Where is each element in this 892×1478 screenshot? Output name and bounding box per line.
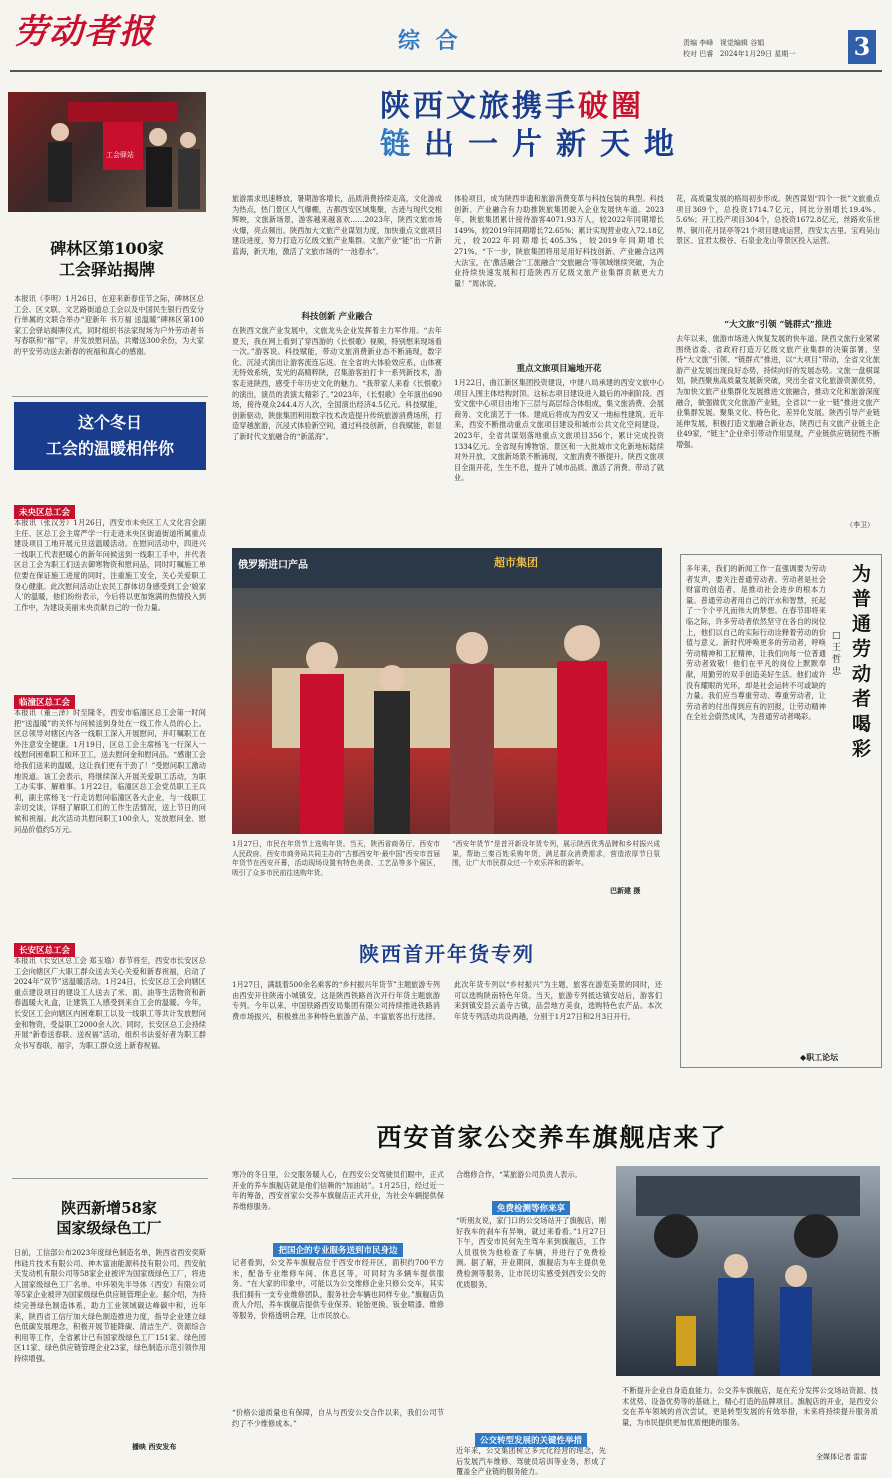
market-body: 1月27日，满载着500余名乘客的“乡村振兴年货节”主题旅游专列由西安开往陕南小城镇安，这是陕西铁路首次开行年货主题旅游专列。今年以来，中国铁路西安局集团有限公司持续推进铁路消费市场振兴，积极推出多种特色旅游产品，丰富旅客出行选择。此次年货专列以“乡村振兴”为主题，旅客在游览美景的同时，还可以选购陕南特色年货。当天，旅游专列抵达镇安站后，游客们来到镇安县云盖寺古镇，品尝地方美食，选购特色农产品。本次年货专列活动共设两趟，分别于1月27日和2月3日开行。 bbox=[232, 980, 662, 1021]
story3-body: 日前，工信部公布2023年度绿色制造名单，陕西省西安奕斯伟硅片技术有限公司、神木富油能源科技有限公司、西安航天发动机有限公司等58家企业被评为国家级绿色工厂，将进入国家级绿色工厂名单。中环领先半导体（西安）有限公司等5家企业被评为国家级绿色供应链管理企业。据介绍，为持续完善绿色制造体系，助力工业领域碳达峰碳中和，近年来，陕西省工信厅加大绿色制造推进力度，指导企业建立绿色低碳发展理念，积极开展节能降碳、清洁生产、资源综合利用等工作，全省累计已有国家级绿色工厂151家、绿色园区11家、绿色供应链管理企业23家，绿色制造示范引领作用持续增强。 bbox=[14, 1248, 206, 1363]
masthead-logo: 劳动者报 bbox=[14, 12, 154, 52]
market-caption-right: “西安年货节”是首开新设年货专列，展示陕西优秀品牌和乡村振兴成果，帮助三秦百姓采购年货，满足群众消费需求，营造浓厚节日氛围，让广大市民群众过一个欢乐祥和的新年。 bbox=[452, 840, 660, 868]
story2-body2: 本报讯（董三泽）时至隆冬，西安市临潼区总工会第一时间把“送温暖”的关怀与问候送到身处在一线工作人员的心上。区总领导对辖区内各一线职工深入开展慰问，并叮嘱职工在外注意安全健康。1月19日，区总工会主席杨飞一行深入一线慰问困难职工和环卫工，送去慰问金和慰问品。“感谢工会给我们送来的温暖，这让我们更有干劲了！”受慰问职工激动地说道。该工会表示，将继续深入开展关爱职工活动，为职工办实事、解难事。1月22日，临潼区总工会党员职工王兵利，副主席杨飞一行走访慰问临潼区各大企业，与一线职工亲切交谈，详细了解职工们的工作生活情况，送上节日的问候和祝福。此次活动共慰问职工100余人，发放慰问金、慰问品价值约5万元。 bbox=[14, 708, 206, 834]
lead-body-4: 1月22日，曲江新区集团投资建设，中建八局承建的西安文旅中心项目入围主体结构封顶。这标志项目建设进入最后的冲刺阶段。西安文旅中心项目由地下三层与高层综合体组成，集文旅消费、会展商务、文化演艺于一体。建成后将成为西安又一地标性建筑。近年来，西安不断推动重点文旅项目建设和城市公共文化空间建设。2023年，全省共谋划落地重点文旅项目356个，累计完成投资1334亿元。全省现有博物馆、景区和一大批城市文化新地标陆续对外开放，文旅新场景不断涌现，文旅消费不断提升。陕西文旅项目全面开花，生生不息，提升了城市品质、激活了消费、带动了就业。 bbox=[454, 378, 664, 483]
bus-body-5: 近年来，公交集团树立多元化经营的理念，先后发展汽车维修、驾驶员培训等业务，形成了覆盖全产业链的服务能力。 bbox=[456, 1446, 606, 1477]
story2-body3: 本报讯（长安区总工会 郑玉瑜）春节将至，西安市长安区总工会向辖区广大职工群众送去关心关爱和新春祝福，启动了2024年“双节”送温暖活动。1月24日，长安区总工会向辖区重点建设项目的建设工人送去了米、面、油等生活物资和新春温暖大礼盒，让建筑工人感受到来自工会的温暖。今年，长安区工会向辖区内困难职工以及一线职工等共计发放慰问金和物资，受益职工2000余人次。同时，长安区总工会持续开展“新春送春联、送祝福”活动，组织书法爱好者为职工群众书写春联、福字，为职工群众送上新春祝福。 bbox=[14, 956, 206, 1050]
market-photographer: 巴新建 摄 bbox=[610, 886, 641, 895]
station-sign: 工会驿站 bbox=[106, 151, 134, 159]
lead-body-1: 旅游需求迅速释放，暑期游客增长，品质消费持续走高，文化游成为热点，热门景区人气爆棚，古都西安区域集聚，古迹与现代交相辉映，文旅新场景，游客越来越喜欢……2023年，陕西文旅市场火爆，亮点频出。陕西加大文旅产业谋划力度，加快重点文旅项目建设进度，努力打造万亿级文旅产业集群。文旅产业“能”出一片新蓝海，新天地，激活了文旅市场的“一池春水”。 bbox=[232, 194, 442, 256]
bus-author: 全媒体记者 雷雷 bbox=[816, 1453, 868, 1461]
story1-photo bbox=[8, 92, 206, 212]
divider bbox=[12, 1178, 208, 1179]
bus-subhead-3: 公交转型发展的关键性举措 bbox=[456, 1428, 606, 1447]
section-name: 综 合 bbox=[398, 28, 462, 54]
bus-body-2: 记者看到，公交养车旗舰店位于西安市经开区，面积约700平方米，配备专业维修车间、休息区等，可同时为多辆车提供服务。“在大家的印象中，可能以为公交维修企业只修公交车，其实我们拥有一支专业维修团队，服务社会车辆也同样专业。”旗舰店负责人介绍，养车旗舰店提供专业保养、轮胎更换、钣金喷漆、维修等服务，价格透明合理，让市民放心。 bbox=[232, 1258, 444, 1320]
story2-sec2-label: 临潼区总工会 bbox=[14, 690, 75, 709]
lead-headline: 陕西文旅携手破圈 链出一片新天地 bbox=[380, 89, 688, 162]
market-title: 陕西首开年货专列 bbox=[359, 942, 535, 966]
divider bbox=[12, 396, 208, 397]
bus-col2-lead: 合维修合作，“某旅游公司负责人表示。 bbox=[456, 1170, 582, 1179]
story1-body: 本报讯（李明）1月26日，在迎来新春佳节之际，碑林区总工会、区文联、文艺路街道总工会以及中国民生银行西安分行单属的文联合举办“迎新年 书万福 送温暖”碑林区第100家工会驿站揭牌仪式，同时组织书法家现场为户外劳动者书写春联和“福”字，并发放慰问品，共赠送300余份，为大家的平安劳动送去新春的祝福和真心的感谢。 bbox=[14, 294, 204, 356]
masthead-rule bbox=[10, 70, 882, 72]
story3-title: 陕西新增58家 国家级绿色工厂 bbox=[56, 1199, 162, 1237]
opinion-author: □ 王哲忠 bbox=[832, 631, 842, 677]
lead-body-5: 花，高质量发展的格局初步形成。陕西谋划“四个一批”文旅重点项目369个，总投资1714.7亿元，同比分别增长19.4%、5.6%；开工投产项目304个，总投资1672.8亿元，丝路欢乐世界、铜川花月昆亭等21个项目建成运营，西安太古里、宝鸡吴山景区、宜君太极谷、石泉金龙山等景区投入运营。 bbox=[676, 194, 880, 246]
lead-body-3: 体验项目，成为陕西非遗和旅游消费变革与科技包装的典型。科技创新、产业融合有力助推陕旅集团驶入企业发展快车道。2023年，陕旅集团累计接待游客4071.93万人，较2022年同期增长149%，较2019年同期增长72.65%；累计实现营业收入72.18亿元，较2022年同期增长405.3%，较2019年同期增长271%。“下一步，陕旅集团将用足用好科技创新、产业融合这两大法宝，在‘激活融合’‘工旅融合’‘交旅融合’等领域继续突破，为企业持续快速发展和打造陕西万亿级文旅产业集群贡献更大力量！”周冰说。 bbox=[454, 194, 664, 288]
lead-body-2: 在陕西文旅产业发展中，文旅龙头企业发挥着主力军作用。“去年夏天，我在网上看到了穿西游的《长恨歌》视频，特别想来现场看一次。”游客说。科技赋能，带动文旅消费新业态不断涌现，数字化、沉浸式演出让游客流连忘返。在全省的大体验效应系，山体赛无特效系统，发光的高精粹陕，召集游客拍打卡一系列新技术，游客走进陕西，感受千年历史文化的魅力。“我带家人来看《长恨歌》的演出，演员的表演太精彩了。”2023年，《长恨歌》全年演出690场，接待观众244.4万人次，全国演出经济4.5亿元。科技赋能，创新驱动，陕旅集团利用数字技术改造提升传统旅游消费场所，打造穿越旅游，沉浸式体验新空间，通过科技创新，自我赋能，彰显了新时代文旅融合的“新蓝海”。 bbox=[232, 326, 442, 441]
bus-body-3: “价格公道质量也有保障，自从与西安公交合作以来，我们公司节约了不少维修成本。” bbox=[232, 1408, 444, 1428]
lead-author: （李卫） bbox=[846, 521, 874, 529]
bus-title: 西安首家公交养车旗舰店来了 bbox=[376, 1123, 728, 1152]
market-caption-left: 1月27日，市民在年货节上选购年货。当天，陕西省商务厅、西安市人民政府、西安市商务局共同主办的“古都西安年·最中国”西安市首届年货节在西安开幕，活动现场设置有特色美食、工艺品等多个展区，吸引了众多市民前往选购年货。 bbox=[232, 840, 440, 877]
story2-sec3-label: 长安区总工会 bbox=[14, 938, 75, 957]
masthead-meta: 责编 李峰 视觉编辑 谷娟 校对 巴睿 2024年1月29日 星期一 bbox=[683, 39, 796, 58]
bus-body-6: 不断提升企业自身造血能力。公交养车旗舰店，是在充分发挥公交场站资源、技术优势、设备优势等的基础上，精心打造的品牌项目。旗舰店的开业，是西安公交在养车领域的首次尝试，更是转型发展的有效举措，未来将持续提升服务质量，为市民提供更加优质便捷的服务。 bbox=[622, 1386, 878, 1427]
photo-sign-2: 超市集团 bbox=[494, 556, 538, 569]
story3-author: 播映 西安发布 bbox=[132, 1442, 177, 1451]
lead-body-6: 去年以来，旅游市场进入恢复发展的快车道。陕西文旅行业紧紧围绕省委、省政府打造万亿级文旅产业集群的决策部署，坚持“大文旅”引领、“链群式”推进，以“大项目”带动，全省文化旅游产业发展出现良好态势，持续向好的发展态势。文旅一盘棋谋划，陕西聚焦高质量发展新突破，突出全省文化旅游资源优势，为加快文旅产业集群化发展推进文旅融合，推动文化和旅游深度融合，做强做优文化旅游产业链，全省以“一业一链”推进文旅产业集群发展。聚集文化、特色化、差异化发展。陕西引导产业链延伸发展，积极打造文旅融合新业态，陕西已有文旅产业链主企业49家，“链主”企业牵引带动作用显现，产业链供应链韧性不断增强。 bbox=[676, 334, 880, 449]
story2-title: 这个冬日 工会的温暖相伴你 bbox=[14, 402, 206, 470]
opinion-column-label: ◆职工论坛 bbox=[800, 1052, 839, 1062]
lead-subhead-1: 科技创新 产业融合 bbox=[301, 312, 373, 322]
opinion-body: 多年来，我们的新闻工作一直强调要为劳动者发声，要关注普通劳动者。劳动者是社会财富的创造者，是推动社会进步的根本力量。普通劳动者用自己的汗水和智慧，托起了一个个平凡而伟大的梦想。在春节即将来临之际，许多劳动者依然坚守在各自的岗位上，他们以自己的实际行动诠释着劳动的价值与意义。新时代呼唤更多的劳动者，呼唤劳动精神和工匠精神，让我们向每一位普通劳动者致敬！他们在平凡的岗位上默默奉献，用勤劳的双手创造美好生活。他们或许没有耀眼的光环，却是社会运转不可或缺的力量。我们应当尊重劳动、尊重劳动者，让劳动者的付出得到应有的回报，让劳动精神在全社会蔚然成风，为普通劳动者喝彩。 bbox=[686, 564, 826, 722]
lead-subhead-2: 重点文旅项目遍地开花 bbox=[516, 364, 602, 374]
story2-sec1-label: 未央区总工会 bbox=[14, 500, 75, 519]
bus-subhead-2: 免费检测等你来享 bbox=[456, 1196, 606, 1215]
bus-body-4: “听朋友说，家门口的公交场站开了旗舰店，刚好我车的刹车有异响，就过来看看。”1月27日下午，西安市民何先生驾车来到旗舰店，工作人员很快为他检查了车辆，并进行了免费检测。据了解，开业期间，旗舰店为车主提供免费检测等服务，让市民切实感受到西安公交的优质服务。 bbox=[456, 1216, 606, 1289]
bus-photo bbox=[616, 1166, 880, 1376]
page-number: 3 bbox=[848, 30, 876, 64]
story2-body1: 本报讯（张汉芳）1月26日，西安市未央区工人文化宫会副主任、区总工会主席严学一行走进未央区街道街道所属重点建设项目工地开展元旦送温暖活动。在慰问活动中，四进兴一线职工代表把暖心的新年问候送到一线职工手中，并代表区总工会为职工们送去御寒物资和慰问品，同时叮嘱施工单位要在保证施工进度的同时，注重施工安全，关心关爱职工身心健康。此次慰问活动让农民工群体切身感受到工会‘娘家人’的温暖，他们纷纷表示，今后将以更加饱满的热情投入到工作中，为建设美丽未央贡献自己的一份力量。 bbox=[14, 518, 206, 612]
photo-sign-1: 俄罗斯进口产品 bbox=[238, 560, 308, 571]
story1-title: 碑林区第100家 工会驿站揭牌 bbox=[50, 239, 164, 279]
market-photo bbox=[232, 548, 662, 834]
bus-subhead-1: 把国企的专业服务送到市民身边 bbox=[232, 1238, 444, 1257]
lead-subhead-3: “大文旅”引领 “链群式”推进 bbox=[724, 320, 832, 330]
opinion-title: 为普通劳动者喝彩 bbox=[852, 563, 872, 760]
bus-body-1: 寒冷的冬日里，公交服务暖人心，在西安公交驾驶员们眼中，正式开业的养车旗舰店就是他们信赖的“加油站”。1月25日，经过近一年的筹备，西安首家公交养车旗舰店正式开业，为社会车辆提供保养维修服务。 bbox=[232, 1170, 444, 1211]
